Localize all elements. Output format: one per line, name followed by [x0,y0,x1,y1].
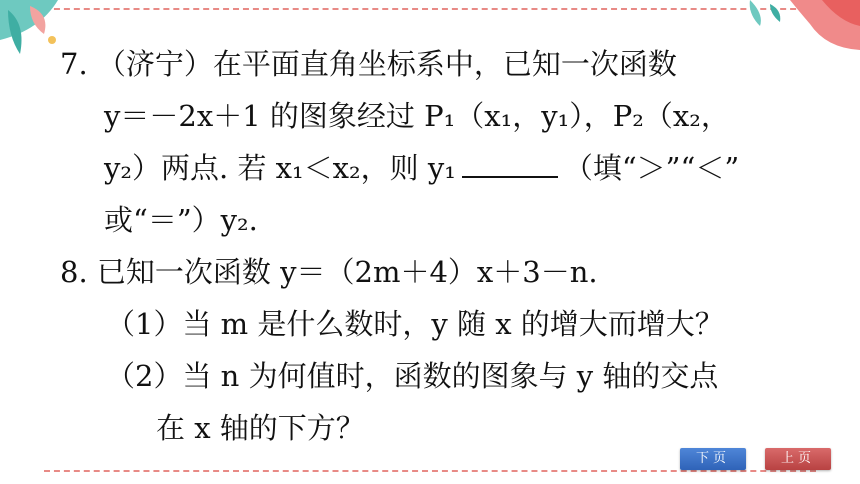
top-dashed-border [44,8,816,10]
q8-sub-question-1: （1）当 m 是什么数时，y 随 x 的增大而增大？ [106,307,724,341]
q7-line-1: 7. （济宁）在平面直角坐标系中，已知一次函数 [60,47,677,81]
q8-line-1: 8. 已知一次函数 y＝（2m＋4）x＋3－n. [60,255,598,289]
q7-line-4: 或“＝”）y₂. [104,203,258,237]
question-content [60,38,820,454]
q7-line-3-text: y₂）两点. 若 x₁＜x₂，则 y₁ [104,151,456,185]
q8-sub-question-2: （2）当 n 为何值时，函数的图象与 y 轴的交点 [106,359,719,393]
q7-line-2: y＝－2x＋1 的图象经过 P₁（x₁，y₁），P₂（x₂， [104,99,730,133]
q7-line-3-hint: （填“＞”“＜” [563,151,740,185]
q8-sub-question-2-cont: 在 x 轴的下方？ [156,411,365,445]
answer-blank[interactable] [462,150,558,178]
next-page-button[interactable]: 下页 [680,448,746,470]
q7-line-3 [60,142,820,194]
bottom-dashed-border [44,470,816,472]
prev-page-button[interactable]: 上页 [765,448,831,470]
